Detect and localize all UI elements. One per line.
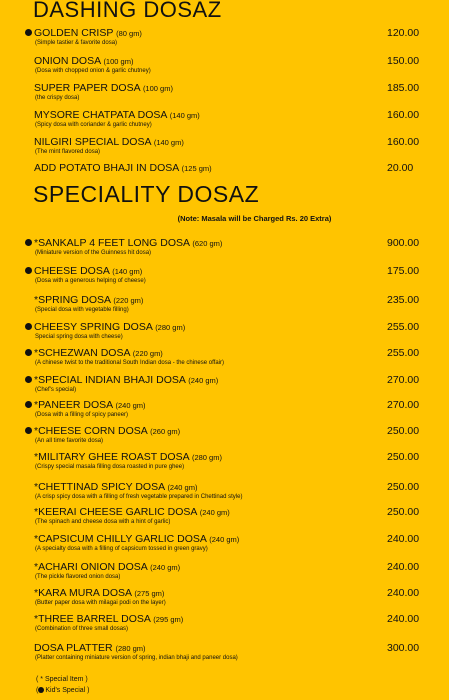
kids-special-icon <box>25 323 32 330</box>
item-price: 255.00 <box>387 321 420 333</box>
item-description: (Chef's special) <box>35 387 77 393</box>
item-weight: (240 gm) <box>150 563 181 572</box>
item-weight: (140 gm) <box>169 111 200 120</box>
item-description: (A crisp spicy dosa with a filling of fresh vegetable prepared in Chettinad style) <box>35 494 243 500</box>
item-weight: (280 gm) <box>115 644 146 653</box>
item-weight: (220 gm) <box>132 349 163 358</box>
item-name-line <box>34 294 143 306</box>
menu-item <box>0 55 449 83</box>
item-price: 20.00 <box>387 162 414 174</box>
menu-item <box>0 399 449 427</box>
item-description: Special spring dosa with cheese) <box>35 334 123 340</box>
menu-item <box>0 451 449 479</box>
item-name: NILGIRI SPECIAL DOSA <box>34 136 151 148</box>
item-name: MYSORE CHATPATA DOSA <box>34 109 167 121</box>
kids-special-icon <box>25 376 32 383</box>
item-name: GOLDEN CRISP <box>34 27 114 39</box>
item-name-line <box>34 481 197 493</box>
item-name: *CHEESE CORN DOSA <box>34 425 148 437</box>
item-name-line <box>34 425 180 437</box>
section-title-speciality-dosaz: SPECIALITY DOSAZ <box>33 181 260 207</box>
item-name-line <box>34 374 218 386</box>
item-weight: (220 gm) <box>113 296 144 305</box>
item-price: 240.00 <box>387 587 420 599</box>
legend-kids-open: ( <box>36 687 39 694</box>
item-name: *THREE BARREL DOSA <box>34 613 151 625</box>
item-description: (Dosa with chopped onion & garlic chutney) <box>35 68 151 74</box>
menu-item <box>0 613 449 641</box>
item-price: 300.00 <box>387 642 420 654</box>
item-weight: (620 gm) <box>192 239 223 248</box>
item-name-line <box>34 613 183 625</box>
item-description: (Miniature version of the Guinness hit dosa) <box>35 250 152 256</box>
kids-special-icon <box>25 427 32 434</box>
item-description: (Spicy dosa with coriander & garlic chutney) <box>35 122 152 128</box>
menu-item <box>0 587 449 615</box>
item-price: 240.00 <box>387 613 420 625</box>
item-price: 255.00 <box>387 347 420 359</box>
item-weight: (280 gm) <box>155 323 186 332</box>
item-name-line <box>34 533 239 545</box>
menu-item <box>0 136 449 164</box>
item-weight: (100 gm) <box>142 84 173 93</box>
item-price: 250.00 <box>387 481 420 493</box>
legend-kids-label: Kid's Special ) <box>45 687 90 694</box>
item-name: ONION DOSA <box>34 55 101 67</box>
menu-item <box>0 27 449 55</box>
item-name-line <box>34 265 142 277</box>
item-description: (A specialty dosa with a filling of capsicum tossed in green gravy) <box>35 546 208 552</box>
item-price: 235.00 <box>387 294 420 306</box>
item-description: (Platter containing miniature version of spring, indian bhaji and paneer dosa) <box>35 655 238 661</box>
item-name-line <box>34 587 164 599</box>
item-description: (The pickle flavored onion dosa) <box>35 574 121 580</box>
section-title-dashing-dosaz: DASHING DOSAZ <box>33 0 222 22</box>
item-name: ADD POTATO BHAJI IN DOSA <box>34 162 179 174</box>
item-name: DOSA PLATTER <box>34 642 113 654</box>
kids-special-icon <box>25 267 32 274</box>
item-name-line <box>34 506 230 518</box>
item-weight: (100 gm) <box>103 57 134 66</box>
item-price: 185.00 <box>387 82 420 94</box>
menu-item <box>0 561 449 589</box>
menu-item <box>0 109 449 137</box>
item-price: 250.00 <box>387 425 420 437</box>
item-name: *SPRING DOSA <box>34 294 111 306</box>
item-description: (A chinese twist to the traditional South Indian dosa - the chinese offair) <box>35 360 224 366</box>
item-name: *KEERAI CHEESE GARLIC DOSA <box>34 506 197 518</box>
item-name-line <box>34 82 173 94</box>
legend-kids <box>36 687 89 694</box>
menu-item <box>0 425 449 453</box>
item-description: (Dosa with a generous helping of cheese) <box>35 278 146 284</box>
item-description: (Crispy special masala filling dosa roasted in pure ghee) <box>35 464 185 470</box>
item-name: *MILITARY GHEE ROAST DOSA <box>34 451 190 463</box>
item-weight: (240 gm) <box>167 483 198 492</box>
menu-item <box>0 237 449 265</box>
item-price: 270.00 <box>387 374 420 386</box>
item-price: 250.00 <box>387 506 420 518</box>
item-price: 240.00 <box>387 561 420 573</box>
item-name: *KARA MURA DOSA <box>34 587 132 599</box>
menu-item <box>0 82 449 110</box>
kids-special-icon <box>25 349 32 356</box>
item-name-line <box>34 55 133 67</box>
item-price: 160.00 <box>387 109 420 121</box>
kids-special-icon <box>25 239 32 246</box>
item-price: 150.00 <box>387 55 420 67</box>
item-name: *SCHEZWAN DOSA <box>34 347 130 359</box>
menu-item <box>0 642 449 670</box>
menu-item <box>0 481 449 509</box>
item-weight: (295 gm) <box>153 615 184 624</box>
menu-item <box>0 321 449 349</box>
item-description: (Combination of three small dosas) <box>35 626 129 632</box>
item-name: *CAPSICUM CHILLY GARLIC DOSA <box>34 533 207 545</box>
item-price: 270.00 <box>387 399 420 411</box>
item-name-line <box>34 162 212 174</box>
item-name-line <box>34 321 185 333</box>
item-name: CHEESE DOSA <box>34 265 110 277</box>
item-weight: (240 gm) <box>209 535 240 544</box>
item-price: 900.00 <box>387 237 420 249</box>
kids-special-icon <box>25 29 32 36</box>
item-weight: (260 gm) <box>150 427 181 436</box>
item-price: 160.00 <box>387 136 420 148</box>
item-name: *PANEER DOSA <box>34 399 113 411</box>
item-name: *CHETTINAD SPICY DOSA <box>34 481 165 493</box>
item-price: 240.00 <box>387 533 420 545</box>
kids-special-icon <box>38 687 44 693</box>
item-name-line <box>34 642 146 654</box>
legend-special: ( * Special Item ) <box>36 676 88 683</box>
item-description: (Special dosa with vegetable filling) <box>35 307 129 313</box>
item-weight: (240 gm) <box>199 508 230 517</box>
item-weight: (240 gm) <box>115 401 146 410</box>
masala-note: (Note: Masala will be Charged Rs. 20 Extra) <box>177 214 332 223</box>
item-name-line <box>34 109 200 121</box>
item-name-line <box>34 347 163 359</box>
item-description: (The spinach and cheese dosa with a hint of garlic) <box>35 519 171 525</box>
item-name: *SPECIAL INDIAN BHAJI DOSA <box>34 374 186 386</box>
item-name: SUPER PAPER DOSA <box>34 82 141 94</box>
item-weight: (80 gm) <box>116 29 142 38</box>
item-weight: (140 gm) <box>153 138 184 147</box>
item-name-line <box>34 27 142 39</box>
menu-item <box>0 374 449 402</box>
menu-item <box>0 506 449 534</box>
item-name-line <box>34 451 222 463</box>
item-name: CHEESY SPRING DOSA <box>34 321 153 333</box>
item-weight: (280 gm) <box>191 453 222 462</box>
item-name-line <box>34 561 180 573</box>
item-name: *ACHARI ONION DOSA <box>34 561 148 573</box>
item-name-line <box>34 136 184 148</box>
item-name: *SANKALP 4 FEET LONG DOSA <box>34 237 190 249</box>
item-name-line <box>34 237 222 249</box>
item-description: (Butter paper dosa with milagai podi on the layer) <box>35 600 166 606</box>
menu-item <box>0 294 449 322</box>
item-price: 175.00 <box>387 265 420 277</box>
item-price: 250.00 <box>387 451 420 463</box>
item-weight: (140 gm) <box>112 267 143 276</box>
menu-item <box>0 265 449 293</box>
item-description: (Simple tastier & favorite dosa) <box>35 40 118 46</box>
item-description: (the crispy dosa) <box>35 95 80 101</box>
menu-item <box>0 533 449 561</box>
kids-special-icon <box>25 401 32 408</box>
menu-item <box>0 347 449 375</box>
item-weight: (125 gm) <box>181 164 212 173</box>
item-name-line <box>34 399 146 411</box>
item-weight: (240 gm) <box>188 376 219 385</box>
item-description: (An all time favorite dosa) <box>35 438 104 444</box>
item-description: (Dosa with a filling of spicy paneer) <box>35 412 129 418</box>
item-description: (The mint flavored dosa) <box>35 149 101 155</box>
item-price: 120.00 <box>387 27 420 39</box>
item-weight: (275 gm) <box>134 589 165 598</box>
